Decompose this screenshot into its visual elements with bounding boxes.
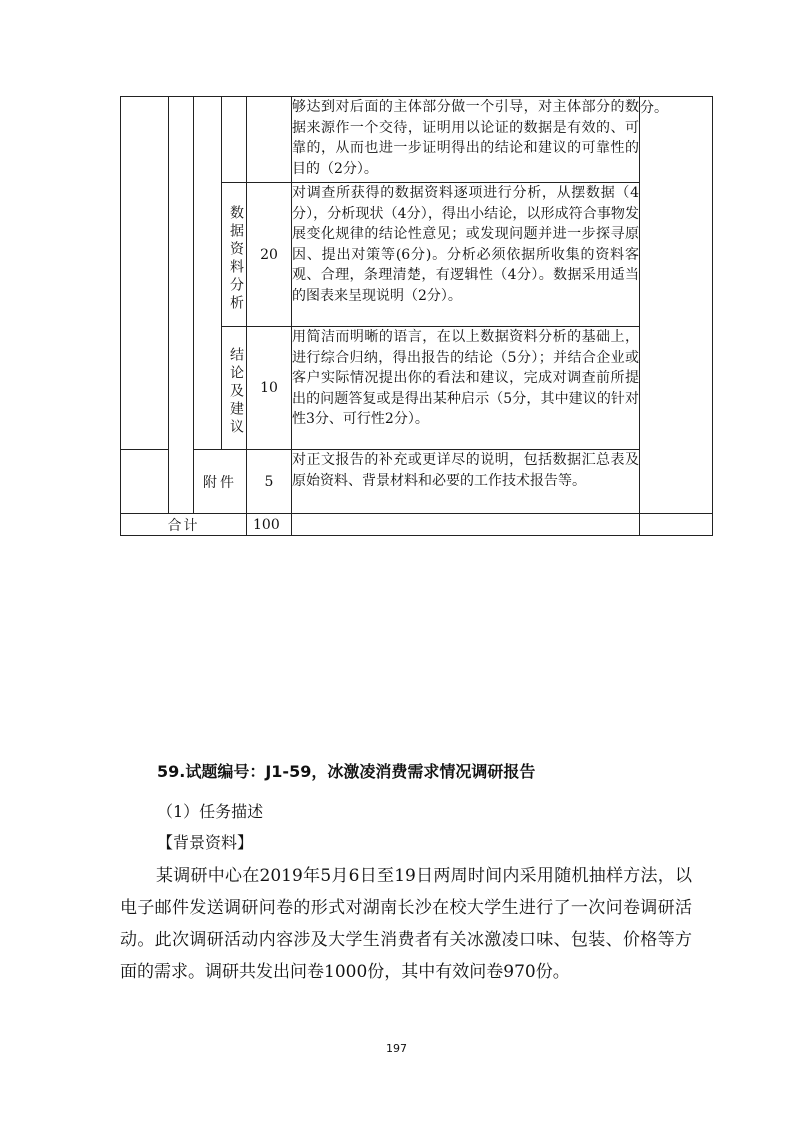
scoring-table bbox=[120, 96, 712, 538]
empty-cell bbox=[640, 514, 713, 536]
conclusion-label: 结论及建议 bbox=[222, 327, 247, 450]
empty-cell bbox=[121, 97, 169, 450]
empty-cell bbox=[247, 97, 292, 183]
conclusion-score: 10 bbox=[247, 327, 292, 450]
background-title: 【背景资料】 bbox=[157, 833, 254, 852]
scoring-grid bbox=[120, 96, 713, 536]
conclusion-description: 用简洁而明晰的语言，在以上数据资料分析的基础上，进行综合归纳，得出报告的结论（5分）；并结合企业或客户实际情况提出你的看法和建议，完成对调查前所提出的问题答复或是得出某种启示（5分，其中建议的针对性3分、可行性2分）。 bbox=[292, 327, 640, 450]
attachment-score: 5 bbox=[247, 450, 292, 514]
total-label: 合计 bbox=[121, 514, 247, 536]
table-row bbox=[121, 514, 713, 536]
background-paragraph: 某调研中心在2019年5月6日至19日两周时间内采用随机抽样方法，以电子邮件发送调研问卷的形式对湖南长沙在校大学生进行了一次问卷调研活动。此次调研活动内容涉及大学生消费者有关冰激凌口味、包装、价格等方面的需求。调研共发出问卷1000份，其中有效问卷970份。 bbox=[120, 866, 692, 982]
page-number: 197 bbox=[386, 1042, 407, 1055]
intro-description: 够达到对后面的主体部分做一个引导，对主体部分的数据来源作一个交待，证明用以论证的数据是有效的、可靠的，从而也进一步证明得出的结论和建议的可靠性的目的（2分）。 bbox=[292, 97, 640, 183]
table-row bbox=[121, 97, 713, 183]
table-row bbox=[121, 450, 713, 514]
attachment-description: 对正文报告的补充或更详尽的说明，包括数据汇总表及原始资料、背景材料和必要的工作技术报告等。 bbox=[292, 450, 640, 514]
analysis-description: 对调查所获得的数据资料逐项进行分析，从摆数据（4分），分析现状（4分），得出小结论，以形成符合事物发展变化规律的结论性意见；或发现问题并进一步探寻原因、提出对策等(6分)。分析必须依据所收集的资料客观、合理，条理清楚，有逻辑性（4分）。数据采用适当的图表来呈现说明（2分）。 bbox=[292, 183, 640, 327]
total-score: 100 bbox=[247, 514, 292, 536]
empty-cell bbox=[169, 97, 194, 514]
attachment-label: 附件 bbox=[194, 450, 247, 514]
analysis-score: 20 bbox=[247, 183, 292, 327]
score-note: 分。 bbox=[640, 97, 713, 514]
empty-cell bbox=[292, 514, 640, 536]
task-label: （1）任务描述 bbox=[157, 802, 264, 821]
empty-cell bbox=[121, 450, 169, 514]
empty-cell bbox=[222, 97, 247, 183]
empty-cell bbox=[194, 97, 222, 450]
section-heading: 59.试题编号：J1-59，冰激凌消费需求情况调研报告 bbox=[157, 762, 536, 781]
analysis-label: 数据资料分析 bbox=[222, 183, 247, 327]
